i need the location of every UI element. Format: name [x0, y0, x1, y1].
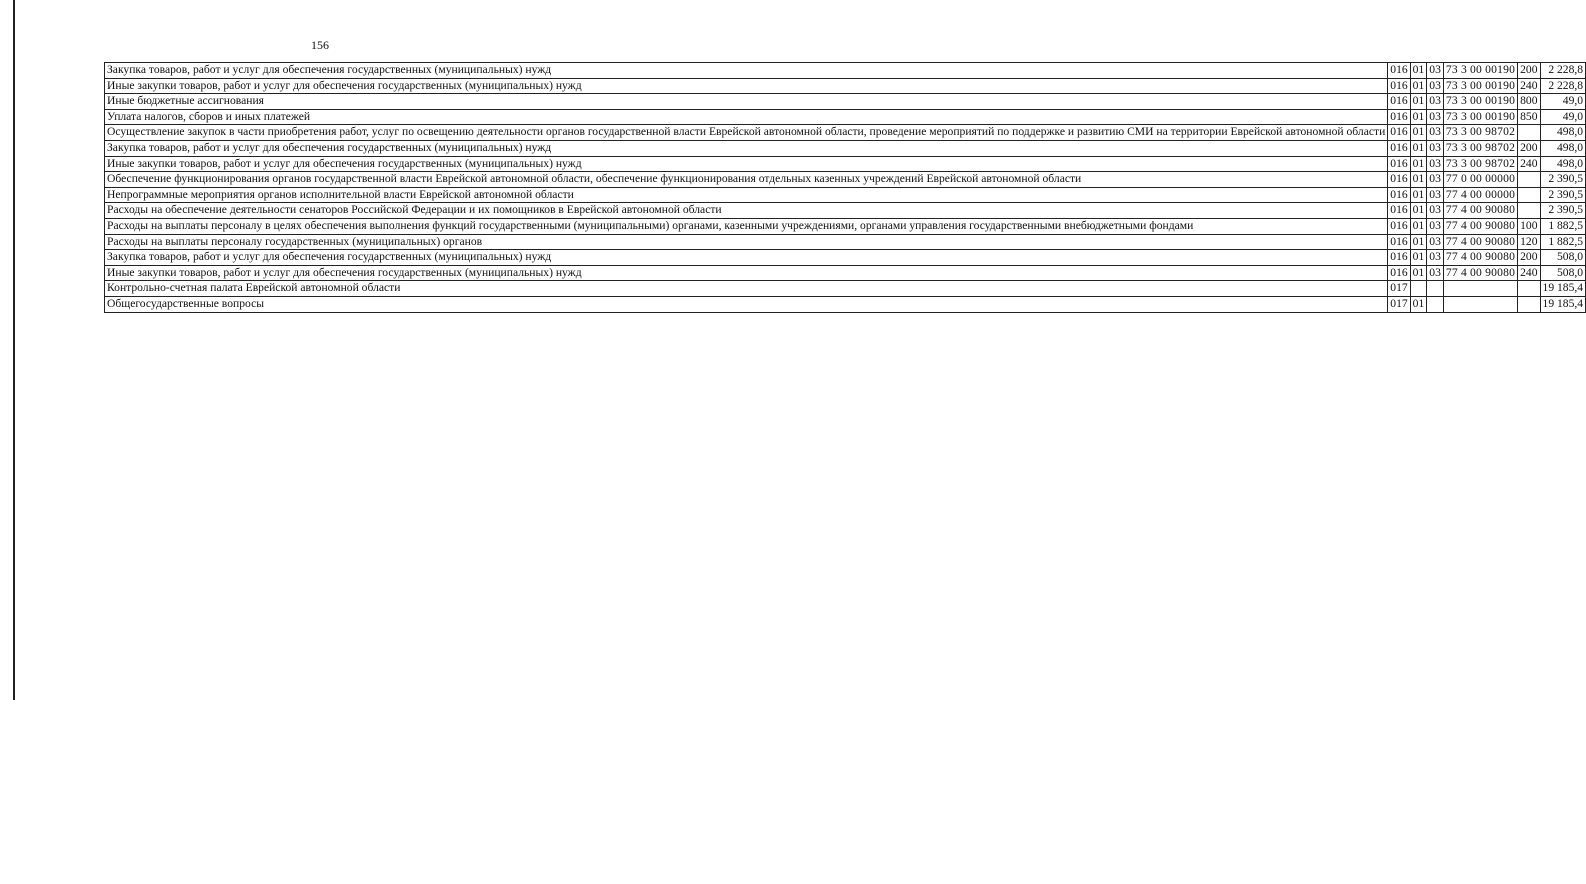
- row-name-cell: Иные закупки товаров, работ и услуг для обеспечения государственных (муниципальных) нужд: [105, 265, 1388, 281]
- expense-type-code-cell: [1518, 125, 1540, 141]
- table-row: [105, 187, 1586, 203]
- target-article-code-cell: 73 3 00 00190: [1443, 109, 1517, 125]
- department-code-cell: 017: [1388, 281, 1410, 297]
- table-row: [105, 125, 1586, 141]
- expense-type-code-cell: 100: [1518, 218, 1540, 234]
- target-article-code-cell: 77 4 00 90080: [1443, 218, 1517, 234]
- section-code-cell: 01: [1410, 78, 1427, 94]
- target-article-code-cell: 77 4 00 90080: [1443, 203, 1517, 219]
- section-code-cell: 01: [1410, 109, 1427, 125]
- target-article-code-cell: 77 0 00 00000: [1443, 172, 1517, 188]
- row-name-cell: Обеспечение функционирования органов государственной власти Еврейской автономной области, обеспечение функционирования отдельных казенных учреждений Еврейской автономной области: [105, 172, 1388, 188]
- expense-type-code-cell: [1518, 281, 1540, 297]
- section-code-cell: 01: [1410, 63, 1427, 79]
- table-row: [105, 203, 1586, 219]
- table-row: [105, 109, 1586, 125]
- subsection-code-cell: 03: [1427, 125, 1444, 141]
- amount-cell: 19 185,4: [1540, 296, 1586, 312]
- amount-cell: 2 390,5: [1540, 203, 1586, 219]
- subsection-code-cell: 03: [1427, 63, 1444, 79]
- expense-type-code-cell: 200: [1518, 63, 1540, 79]
- expense-type-code-cell: 800: [1518, 94, 1540, 110]
- row-name-cell: Расходы на обеспечение деятельности сенаторов Российской Федерации и их помощников в Еврейской автономной области: [105, 203, 1388, 219]
- table-row: [105, 234, 1586, 250]
- department-code-cell: 016: [1388, 172, 1410, 188]
- subsection-code-cell: 03: [1427, 250, 1444, 266]
- subsection-code-cell: 03: [1427, 265, 1444, 281]
- department-code-cell: 016: [1388, 203, 1410, 219]
- section-code-cell: 01: [1410, 203, 1427, 219]
- table-row: [105, 172, 1586, 188]
- target-article-code-cell: 77 4 00 90080: [1443, 234, 1517, 250]
- section-code-cell: 01: [1410, 218, 1427, 234]
- subsection-code-cell: 03: [1427, 187, 1444, 203]
- table-row: [105, 250, 1586, 266]
- target-article-code-cell: 73 3 00 00190: [1443, 78, 1517, 94]
- subsection-code-cell: 03: [1427, 78, 1444, 94]
- subsection-code-cell: 03: [1427, 94, 1444, 110]
- row-name-cell: Расходы на выплаты персоналу в целях обеспечения выполнения функций государственными (муниципальными) органами, казенными учреждениями, органами управления государственными внебюджетными фондами: [105, 218, 1388, 234]
- department-code-cell: 016: [1388, 218, 1410, 234]
- section-code-cell: 01: [1410, 234, 1427, 250]
- amount-cell: 2 228,8: [1540, 78, 1586, 94]
- expense-type-code-cell: 240: [1518, 156, 1540, 172]
- section-code-cell: 01: [1410, 265, 1427, 281]
- row-name-cell: Закупка товаров, работ и услуг для обеспечения государственных (муниципальных) нужд: [105, 63, 1388, 79]
- expense-type-code-cell: [1518, 172, 1540, 188]
- amount-cell: 508,0: [1540, 265, 1586, 281]
- row-name-cell: Контрольно-счетная палата Еврейской автономной области: [105, 281, 1388, 297]
- row-name-cell: Расходы на выплаты персоналу государственных (муниципальных) органов: [105, 234, 1388, 250]
- expense-type-code-cell: [1518, 203, 1540, 219]
- department-code-cell: 016: [1388, 250, 1410, 266]
- subsection-code-cell: [1427, 296, 1444, 312]
- section-code-cell: [1410, 281, 1427, 297]
- amount-cell: 498,0: [1540, 156, 1586, 172]
- subsection-code-cell: 03: [1427, 109, 1444, 125]
- target-article-code-cell: 73 3 00 98702: [1443, 140, 1517, 156]
- expense-type-code-cell: 850: [1518, 109, 1540, 125]
- amount-cell: 49,0: [1540, 109, 1586, 125]
- amount-cell: 49,0: [1540, 94, 1586, 110]
- section-code-cell: 01: [1410, 187, 1427, 203]
- table-row: [105, 218, 1586, 234]
- row-name-cell: Непрограммные мероприятия органов исполнительной власти Еврейской автономной области: [105, 187, 1388, 203]
- expense-type-code-cell: 240: [1518, 265, 1540, 281]
- table-row: [105, 94, 1586, 110]
- margin-binding-line: [13, 0, 15, 700]
- subsection-code-cell: 03: [1427, 140, 1444, 156]
- expense-type-code-cell: [1518, 296, 1540, 312]
- budget-table: [104, 62, 1586, 313]
- target-article-code-cell: 73 3 00 98702: [1443, 156, 1517, 172]
- department-code-cell: 016: [1388, 187, 1410, 203]
- table-body: [105, 63, 1586, 313]
- target-article-code-cell: 77 4 00 90080: [1443, 250, 1517, 266]
- section-code-cell: 01: [1410, 156, 1427, 172]
- row-name-cell: Общегосударственные вопросы: [105, 296, 1388, 312]
- department-code-cell: 016: [1388, 234, 1410, 250]
- department-code-cell: 017: [1388, 296, 1410, 312]
- amount-cell: 2 228,8: [1540, 63, 1586, 79]
- section-code-cell: 01: [1410, 296, 1427, 312]
- section-code-cell: 01: [1410, 125, 1427, 141]
- row-name-cell: Закупка товаров, работ и услуг для обеспечения государственных (муниципальных) нужд: [105, 250, 1388, 266]
- target-article-code-cell: [1443, 281, 1517, 297]
- page-number: 156: [311, 38, 329, 52]
- target-article-code-cell: 73 3 00 98702: [1443, 125, 1517, 141]
- expense-type-code-cell: 120: [1518, 234, 1540, 250]
- amount-cell: 2 390,5: [1540, 187, 1586, 203]
- amount-cell: 498,0: [1540, 140, 1586, 156]
- table-row: [105, 296, 1586, 312]
- subsection-code-cell: 03: [1427, 156, 1444, 172]
- amount-cell: 1 882,5: [1540, 234, 1586, 250]
- target-article-code-cell: 77 4 00 90080: [1443, 265, 1517, 281]
- table-row: [105, 156, 1586, 172]
- section-code-cell: 01: [1410, 250, 1427, 266]
- section-code-cell: 01: [1410, 172, 1427, 188]
- row-name-cell: Уплата налогов, сборов и иных платежей: [105, 109, 1388, 125]
- expense-type-code-cell: 200: [1518, 250, 1540, 266]
- expense-type-code-cell: [1518, 187, 1540, 203]
- row-name-cell: Иные закупки товаров, работ и услуг для обеспечения государственных (муниципальных) нужд: [105, 78, 1388, 94]
- subsection-code-cell: 03: [1427, 172, 1444, 188]
- department-code-cell: 016: [1388, 156, 1410, 172]
- department-code-cell: 016: [1388, 78, 1410, 94]
- subsection-code-cell: 03: [1427, 218, 1444, 234]
- department-code-cell: 016: [1388, 109, 1410, 125]
- table-row: [105, 140, 1586, 156]
- amount-cell: 2 390,5: [1540, 172, 1586, 188]
- amount-cell: 498,0: [1540, 125, 1586, 141]
- subsection-code-cell: [1427, 281, 1444, 297]
- amount-cell: 19 185,4: [1540, 281, 1586, 297]
- table-row: [105, 265, 1586, 281]
- amount-cell: 508,0: [1540, 250, 1586, 266]
- expense-type-code-cell: 240: [1518, 78, 1540, 94]
- expense-type-code-cell: 200: [1518, 140, 1540, 156]
- department-code-cell: 016: [1388, 265, 1410, 281]
- section-code-cell: 01: [1410, 140, 1427, 156]
- target-article-code-cell: 73 3 00 00190: [1443, 94, 1517, 110]
- subsection-code-cell: 03: [1427, 234, 1444, 250]
- table-row: [105, 63, 1586, 79]
- target-article-code-cell: [1443, 296, 1517, 312]
- row-name-cell: Закупка товаров, работ и услуг для обеспечения государственных (муниципальных) нужд: [105, 140, 1388, 156]
- department-code-cell: 016: [1388, 140, 1410, 156]
- subsection-code-cell: 03: [1427, 203, 1444, 219]
- amount-cell: 1 882,5: [1540, 218, 1586, 234]
- table-row: [105, 78, 1586, 94]
- target-article-code-cell: 73 3 00 00190: [1443, 63, 1517, 79]
- row-name-cell: Иные закупки товаров, работ и услуг для обеспечения государственных (муниципальных) нужд: [105, 156, 1388, 172]
- section-code-cell: 01: [1410, 94, 1427, 110]
- department-code-cell: 016: [1388, 125, 1410, 141]
- department-code-cell: 016: [1388, 63, 1410, 79]
- department-code-cell: 016: [1388, 94, 1410, 110]
- row-name-cell: Иные бюджетные ассигнования: [105, 94, 1388, 110]
- target-article-code-cell: 77 4 00 00000: [1443, 187, 1517, 203]
- row-name-cell: Осуществление закупок в части приобретения работ, услуг по освещению деятельности органов государственной власти Еврейской автономной области, проведение мероприятий по поддержке и развитию СМИ на территории Еврейской автономной области: [105, 125, 1388, 141]
- table-row: [105, 281, 1586, 297]
